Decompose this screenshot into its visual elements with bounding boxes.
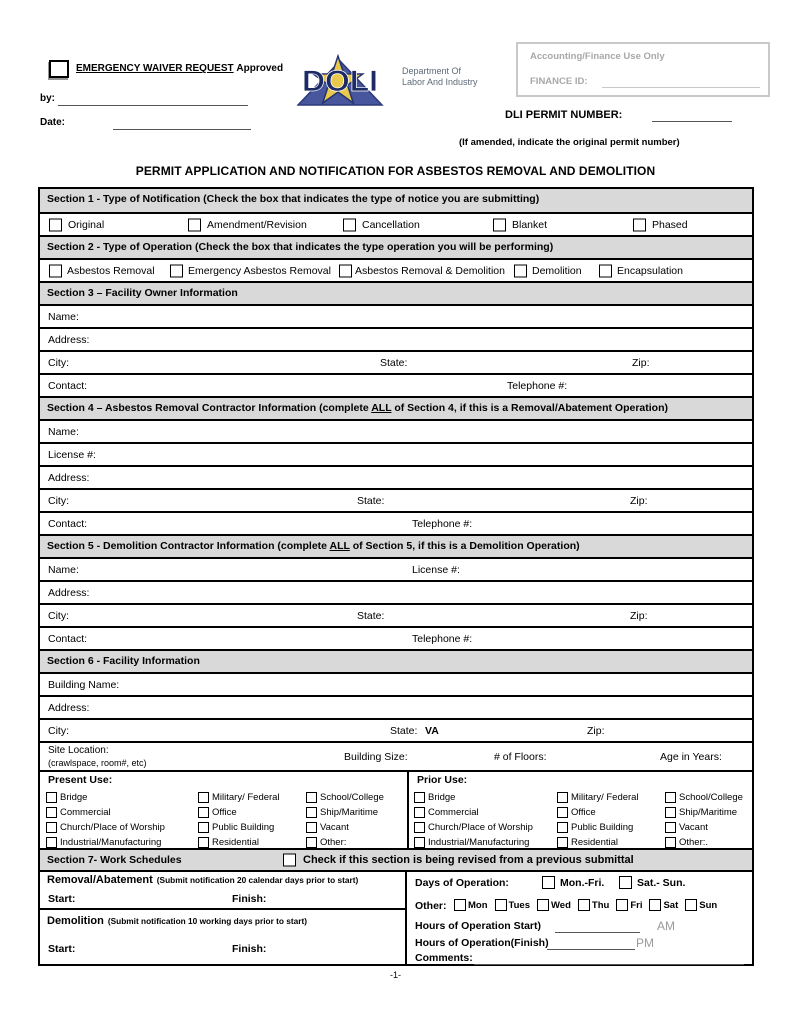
s5-address-row[interactable] — [40, 580, 752, 603]
mon-fri-label: Mon.-Fri. — [560, 877, 605, 889]
prior-bridge-checkbox[interactable] — [414, 792, 425, 803]
prior-vacant-checkbox[interactable] — [665, 822, 676, 833]
week-sun — [685, 899, 717, 911]
prior-military-checkbox[interactable] — [557, 792, 568, 803]
s6-age-label: Age in Years: — [660, 750, 722, 763]
removal-finish-label: Finish: — [232, 893, 267, 905]
schedule-right-column — [407, 872, 752, 964]
hours-start-input-line[interactable] — [555, 932, 640, 933]
present-public-building-checkbox[interactable] — [198, 822, 209, 833]
mon-checkbox[interactable] — [454, 899, 466, 911]
present-ship-checkbox[interactable] — [306, 807, 317, 818]
prior-office-checkbox[interactable] — [557, 807, 568, 818]
asbestos-removal-demolition-checkbox[interactable] — [339, 264, 352, 277]
am-label: AM — [657, 919, 675, 933]
present-industrial-label: Industrial/Manufacturing — [60, 836, 162, 848]
demolition-checkbox[interactable] — [514, 264, 527, 277]
week-thu — [578, 899, 609, 911]
prior-ship-checkbox[interactable] — [665, 807, 676, 818]
prior-use-col2 — [557, 790, 639, 849]
present-commercial-checkbox[interactable] — [46, 807, 57, 818]
present-residential-checkbox[interactable] — [198, 837, 209, 848]
work-schedule-row — [40, 870, 752, 964]
thu-checkbox[interactable] — [578, 899, 590, 911]
emergency-approved-label: Approved — [236, 63, 284, 74]
cancellation-label: Cancellation — [362, 218, 420, 231]
original-checkbox[interactable] — [49, 218, 62, 231]
s5-zip-label: Zip: — [630, 609, 648, 622]
section-5-header — [40, 534, 752, 557]
prior-industrial-label: Industrial/Manufacturing — [428, 836, 530, 848]
present-use-title: Present Use: — [48, 774, 113, 786]
demolition-label: Demolition — [532, 264, 582, 277]
present-ship-label: Ship/Maritime — [320, 806, 379, 818]
cancellation-checkbox[interactable] — [343, 218, 356, 231]
amendment-revision-label: Amendment/Revision — [207, 218, 307, 231]
prior-commercial-label: Commercial — [428, 806, 479, 818]
department-name-line2: Labor And Industry — [402, 77, 478, 87]
week-days-row — [454, 899, 724, 911]
pm-label: PM — [636, 936, 654, 950]
s3-contact-phone-row[interactable] — [40, 373, 752, 396]
present-bridge-checkbox[interactable] — [46, 792, 57, 803]
s3-city-label: City: — [48, 356, 69, 369]
s4-header-post: of Section 4, if this is a Removal/Abatement Operation) — [391, 402, 668, 414]
s6-address-label: Address: — [48, 701, 90, 714]
approved-by-label: by: — [40, 93, 55, 104]
week-tues — [495, 899, 530, 911]
tues-checkbox[interactable] — [495, 899, 507, 911]
removal-abatement-title: Removal/Abatement — [47, 874, 153, 886]
week-sat — [649, 899, 678, 911]
other-days-label: Other: — [415, 900, 447, 912]
sat-sun-checkbox[interactable] — [619, 876, 632, 889]
s3-contact-label: Contact: — [48, 379, 88, 392]
s4-contact-label: Contact: — [48, 517, 88, 530]
s6-building-size-label: Building Size: — [344, 750, 408, 763]
prior-school — [665, 790, 743, 804]
finance-use-box — [516, 42, 770, 97]
blanket-checkbox[interactable] — [493, 218, 506, 231]
s6-site-location-row[interactable] — [40, 741, 752, 770]
section-7-header — [40, 848, 752, 870]
s4-license-row[interactable] — [40, 442, 752, 465]
revise-section-checkbox[interactable] — [283, 854, 296, 867]
section-3-header: Section 3 – Facility Owner Information — [40, 281, 752, 304]
present-church-checkbox[interactable] — [46, 822, 57, 833]
present-military-checkbox[interactable] — [198, 792, 209, 803]
fri-checkbox[interactable] — [616, 899, 628, 911]
s3-name-label: Name: — [48, 310, 79, 323]
encapsulation-label: Encapsulation — [617, 264, 683, 277]
wed-label: Wed — [551, 899, 571, 911]
emergency-waiver-title: EMERGENCY WAIVER REQUEST — [76, 63, 234, 74]
prior-use-cell — [407, 772, 752, 848]
asbestos-removal-checkbox[interactable] — [49, 264, 62, 277]
s5-header-all: ALL — [329, 540, 350, 552]
sat-sun-label: Sat.- Sun. — [637, 877, 686, 889]
present-use-col2 — [198, 790, 280, 849]
prior-residential-checkbox[interactable] — [557, 837, 568, 848]
s6-floors-label: # of Floors: — [494, 750, 547, 763]
department-name-line1: Department Of — [402, 66, 462, 76]
demolition-note: (Submit notification 10 working days prior to start) — [107, 916, 307, 926]
s6-city-label: City: — [48, 724, 69, 737]
s3-address-row[interactable] — [40, 327, 752, 350]
approved-date-input-line[interactable] — [113, 129, 251, 130]
present-use-col1 — [46, 790, 165, 849]
prior-industrial — [414, 835, 533, 849]
s5-header-pre: Section 5 - Demolition Contractor Information (complete — [47, 540, 330, 552]
prior-school-label: School/College — [679, 791, 743, 803]
demolition-finish-label: Finish: — [232, 943, 267, 955]
week-mon — [454, 899, 488, 911]
present-school — [306, 790, 384, 804]
section-2-options-row — [40, 258, 752, 281]
s6-address-row[interactable] — [40, 695, 752, 718]
s5-telephone-label: Telephone #: — [412, 632, 473, 645]
hours-start-label: Hours of Operation Start) — [415, 920, 542, 932]
s6-building-name-label: Building Name: — [48, 678, 120, 691]
week-fri — [616, 899, 642, 911]
section-7-title: Section 7- Work Schedules — [47, 854, 182, 866]
page-number: -1- — [390, 970, 401, 980]
present-military-label: Military/ Federal — [212, 791, 280, 803]
s6-site-location-label: Site Location: — [48, 745, 109, 756]
s4-zip-label: Zip: — [630, 494, 648, 507]
s4-license-label: License #: — [48, 448, 96, 461]
phased-checkbox[interactable] — [633, 218, 646, 231]
removal-abatement-note: (Submit notification 20 calendar days prior to start) — [156, 875, 359, 885]
removal-start-label: Start: — [48, 893, 76, 905]
present-use-col3 — [306, 790, 384, 849]
asbestos-removal-demolition-label: Asbestos Removal & Demolition — [355, 264, 505, 277]
section-6-header: Section 6 - Facility Information — [40, 649, 752, 672]
s6-zip-label: Zip: — [587, 724, 605, 737]
s4-header-pre: Section 4 – Asbestos Removal Contractor Information (complete — [47, 402, 372, 414]
prior-public-building-label: Public Building — [571, 821, 634, 833]
sun-checkbox[interactable] — [685, 899, 697, 911]
present-ship — [306, 805, 384, 819]
present-school-checkbox[interactable] — [306, 792, 317, 803]
present-bridge-label: Bridge — [60, 791, 88, 803]
amendment-revision-checkbox[interactable] — [188, 218, 201, 231]
prior-office — [557, 805, 639, 819]
prior-ship — [665, 805, 743, 819]
mon-fri-checkbox[interactable] — [542, 876, 555, 889]
s4-contact-phone-row[interactable] — [40, 511, 752, 534]
s3-state-label: State: — [380, 356, 408, 369]
comments-input-line[interactable] — [474, 964, 744, 965]
prior-military-label: Military/ Federal — [571, 791, 639, 803]
emergency-asbestos-removal-label: Emergency Asbestos Removal — [188, 264, 331, 277]
section-1-options-row — [40, 212, 752, 235]
finance-id-input-line[interactable] — [602, 87, 760, 88]
present-vacant-checkbox[interactable] — [306, 822, 317, 833]
removal-abatement-cell — [40, 872, 405, 910]
encapsulation-checkbox[interactable] — [599, 264, 612, 277]
present-residential — [198, 835, 280, 849]
s4-name-label: Name: — [48, 425, 79, 438]
present-church — [46, 820, 165, 834]
section-4-header — [40, 396, 752, 419]
present-school-label: School/College — [320, 791, 384, 803]
s4-header-all: ALL — [371, 402, 392, 414]
prior-use-col3 — [665, 790, 743, 849]
wed-checkbox[interactable] — [537, 899, 549, 911]
section-2-header: Section 2 - Type of Operation (Check the box that indicates the type operation you will be performing) — [40, 235, 752, 258]
s5-address-label: Address: — [48, 586, 90, 599]
prior-church — [414, 820, 533, 834]
permit-amended-note: (If amended, indicate the original permit number) — [459, 137, 680, 148]
prior-use-title: Prior Use: — [417, 774, 468, 786]
present-public-building — [198, 820, 280, 834]
demolition-title: Demolition — [47, 915, 104, 927]
emergency-waiver-checkbox[interactable] — [49, 60, 69, 78]
finance-box-title: Accounting/Finance Use Only — [530, 51, 665, 62]
sun-label: Sun — [699, 899, 718, 911]
s5-city-label: City: — [48, 609, 69, 622]
prior-ship-label: Ship/Maritime — [679, 806, 738, 818]
sat-label: Sat — [663, 899, 679, 911]
s6-site-location-sub-label: (crawlspace, room#, etc) — [48, 758, 147, 768]
week-wed — [537, 899, 571, 911]
present-vacant — [306, 820, 384, 834]
prior-bridge — [414, 790, 533, 804]
s4-name-row[interactable] — [40, 419, 752, 442]
prior-school-checkbox[interactable] — [665, 792, 676, 803]
approved-by-input-line[interactable] — [58, 105, 248, 106]
s5-license-label: License #: — [412, 563, 460, 576]
thu-label: Thu — [591, 899, 610, 911]
sat-checkbox[interactable] — [649, 899, 661, 911]
s4-address-label: Address: — [48, 471, 90, 484]
s6-state-label: State: — [390, 724, 418, 737]
present-vacant-label: Vacant — [320, 821, 349, 833]
s5-name-label: Name: — [48, 563, 79, 576]
form-table — [38, 187, 754, 966]
present-other-label: Other: — [320, 836, 347, 848]
s4-state-label: State: — [357, 494, 385, 507]
s3-zip-label: Zip: — [632, 356, 650, 369]
prior-other-label: Other:. — [679, 836, 709, 848]
prior-church-checkbox[interactable] — [414, 822, 425, 833]
present-other-checkbox[interactable] — [306, 837, 317, 848]
s6-state-value: VA — [425, 724, 439, 737]
s3-city-state-zip-row[interactable] — [40, 350, 752, 373]
approved-date-label: Date: — [40, 117, 66, 128]
s6-building-name-row[interactable] — [40, 672, 752, 695]
comments-label: Comments: — [415, 952, 473, 964]
present-commercial — [46, 805, 165, 819]
present-office-label: Office — [212, 806, 237, 818]
phased-label: Phased — [652, 218, 688, 231]
form-title: PERMIT APPLICATION AND NOTIFICATION FOR ASBESTOS REMOVAL AND DEMOLITION — [135, 164, 656, 178]
s5-state-label: State: — [357, 609, 385, 622]
prior-vacant — [665, 820, 743, 834]
doli-logo — [297, 54, 387, 109]
s3-address-label: Address: — [48, 333, 90, 346]
dli-permit-number-input-line[interactable] — [652, 121, 732, 122]
present-bridge — [46, 790, 165, 804]
dli-permit-number-label: DLI PERMIT NUMBER: — [505, 109, 623, 121]
s5-city-state-zip-row[interactable] — [40, 603, 752, 626]
days-of-operation-label: Days of Operation: — [415, 877, 509, 889]
present-office-checkbox[interactable] — [198, 807, 209, 818]
original-label: Original — [68, 218, 105, 231]
prior-residential-label: Residential — [571, 836, 618, 848]
present-office — [198, 805, 280, 819]
prior-use-col1 — [414, 790, 533, 849]
fri-label: Fri — [630, 899, 643, 911]
tues-label: Tues — [508, 899, 530, 911]
prior-residential — [557, 835, 639, 849]
s4-city-label: City: — [48, 494, 69, 507]
prior-other-checkbox[interactable] — [665, 837, 676, 848]
emergency-waiver-label — [76, 63, 283, 74]
present-public-building-label: Public Building — [212, 821, 275, 833]
present-industrial-checkbox[interactable] — [46, 837, 57, 848]
s6-city-state-zip-row[interactable] — [40, 718, 752, 741]
s5-contact-label: Contact: — [48, 632, 88, 645]
present-commercial-label: Commercial — [60, 806, 111, 818]
asbestos-removal-label: Asbestos Removal — [67, 264, 155, 277]
prior-military — [557, 790, 639, 804]
finance-id-label: FINANCE ID: — [530, 76, 588, 87]
present-residential-label: Residential — [212, 836, 259, 848]
prior-office-label: Office — [571, 806, 596, 818]
present-use-cell — [40, 772, 407, 848]
s3-name-row[interactable] — [40, 304, 752, 327]
s4-city-state-zip-row[interactable] — [40, 488, 752, 511]
revise-section-label: Check if this section is being revised from a previous submittal — [303, 854, 634, 866]
prior-vacant-label: Vacant — [679, 821, 708, 833]
s3-telephone-label: Telephone #: — [507, 379, 568, 392]
blanket-label: Blanket — [512, 218, 548, 231]
demolition-start-label: Start: — [48, 943, 76, 955]
section-1-header: Section 1 - Type of Notification (Check the box that indicates the type of notice you are submitting) — [40, 189, 752, 212]
emergency-asbestos-removal-checkbox[interactable] — [170, 264, 183, 277]
s5-contact-phone-row[interactable] — [40, 626, 752, 649]
present-military — [198, 790, 280, 804]
prior-commercial — [414, 805, 533, 819]
prior-bridge-label: Bridge — [428, 791, 456, 803]
department-name — [402, 66, 478, 88]
hours-finish-input-line[interactable] — [547, 949, 635, 950]
prior-industrial-checkbox[interactable] — [414, 837, 425, 848]
prior-public-building-checkbox[interactable] — [557, 822, 568, 833]
prior-commercial-checkbox[interactable] — [414, 807, 425, 818]
present-industrial — [46, 835, 165, 849]
prior-other — [665, 835, 743, 849]
present-church-label: Church/Place of Worship — [60, 821, 165, 833]
mon-label: Mon — [468, 899, 488, 911]
schedule-left-column — [40, 872, 407, 964]
s5-name-license-row[interactable] — [40, 557, 752, 580]
demolition-cell — [40, 910, 405, 962]
s5-header-post: of Section 5, if this is a Demolition Operation) — [349, 540, 580, 552]
present-other — [306, 835, 384, 849]
hours-finish-label: Hours of Operation(Finish) — [415, 937, 549, 949]
s4-telephone-label: Telephone #: — [412, 517, 473, 530]
prior-public-building — [557, 820, 639, 834]
use-row — [40, 770, 752, 848]
prior-church-label: Church/Place of Worship — [428, 821, 533, 833]
s4-address-row[interactable] — [40, 465, 752, 488]
logo-acronym: DOLI — [302, 65, 378, 98]
